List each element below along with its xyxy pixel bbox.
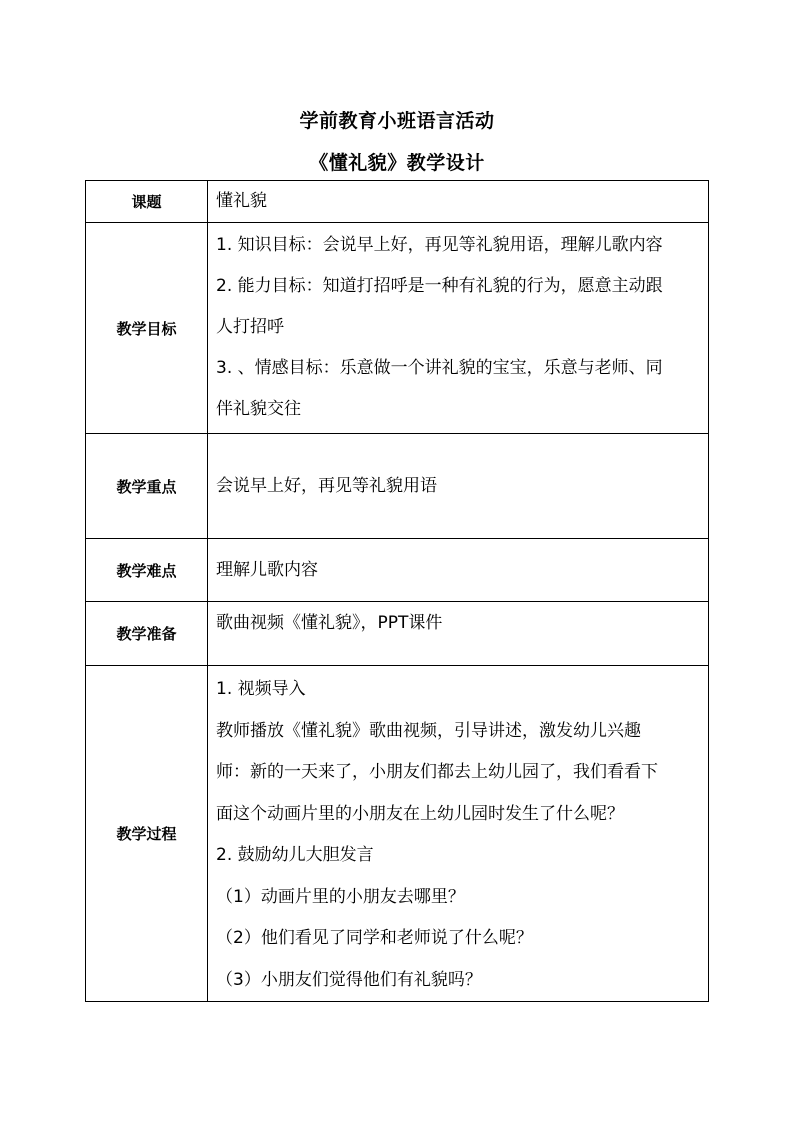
process-label: 教学过程 [86, 666, 208, 1002]
goals-line: 2. 能力目标：知道打招呼是一种有礼貌的行为，愿意主动跟 [216, 276, 663, 296]
goals-line: 1. 知识目标：会说早上好，再见等礼貌用语，理解儿歌内容 [216, 235, 663, 255]
process-line: （1）动画片里的小朋友去哪里？ [216, 886, 465, 907]
goals-line: 伴礼貌交往 [216, 399, 301, 419]
process-line: （2）他们看见了同学和老师说了什么呢？ [216, 928, 533, 948]
lesson-plan-table [85, 180, 709, 1002]
key-points-value: 会说早上好，再见等礼貌用语 [208, 434, 709, 539]
difficulties-label: 教学难点 [86, 539, 208, 602]
process-content [208, 666, 709, 1002]
goals-content [208, 223, 709, 434]
process-line: 师：新的一天来了，小朋友们都去上幼儿园了，我们看看下 [216, 762, 658, 782]
difficulties-value: 理解儿歌内容 [208, 539, 709, 602]
preparation-label: 教学准备 [86, 602, 208, 666]
document-subtitle: 《懂礼貌》教学设计 [309, 152, 485, 174]
process-line: 教师播放《懂礼貌》歌曲视频，引导讲述，激发幼儿兴趣 [216, 720, 641, 741]
table-row-difficulties [86, 539, 709, 602]
table-row-goals [86, 223, 709, 434]
topic-value: 懂礼貌 [208, 181, 709, 223]
table-row-process [86, 666, 709, 1002]
process-line: 2. 鼓励幼儿大胆发言 [216, 845, 374, 865]
key-points-label: 教学重点 [86, 434, 208, 539]
process-line: 面这个动画片里的小朋友在上幼儿园时发生了什么呢？ [216, 803, 624, 824]
preparation-value: 歌曲视频《懂礼貌》，PPT课件 [208, 602, 709, 666]
goals-label: 教学目标 [86, 223, 208, 434]
process-line: （3）小朋友们觉得他们有礼貌吗？ [216, 969, 482, 990]
document-title: 学前教育小班语言活动 [299, 110, 495, 132]
goals-line: 3. 、情感目标：乐意做一个讲礼貌的宝宝，乐意与老师、同 [216, 358, 663, 378]
table-row-preparation [86, 602, 709, 666]
table-row-key-points [86, 434, 709, 539]
process-line: 1. 视频导入 [216, 679, 306, 699]
topic-label: 课题 [86, 181, 208, 223]
table-row-topic [86, 181, 709, 223]
goals-line: 人打招呼 [216, 317, 284, 337]
